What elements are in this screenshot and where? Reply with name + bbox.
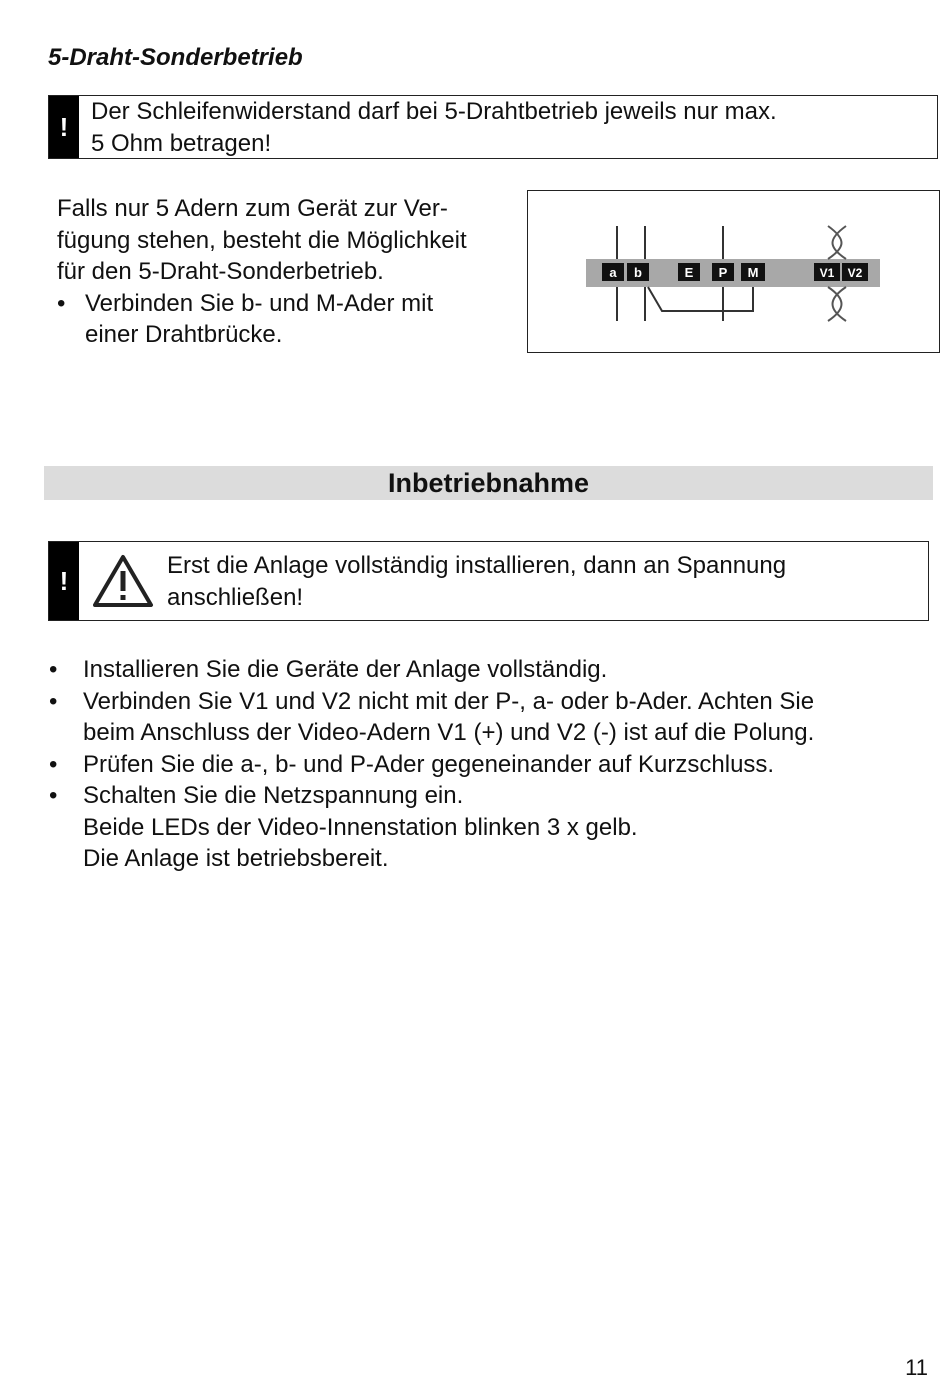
warning-mark: ! bbox=[49, 96, 79, 158]
terminal-label: V1 bbox=[819, 266, 835, 280]
terminal-label: E bbox=[684, 265, 694, 280]
warning-triangle-icon bbox=[79, 542, 167, 620]
wiring-diagram-frame bbox=[527, 190, 940, 353]
twisted-pair-bottom bbox=[828, 287, 846, 321]
step-line: • Schalten Sie die Netzspannung ein. bbox=[83, 782, 464, 809]
terminal-label: a bbox=[609, 265, 617, 280]
bullet-line: einer Drahtbrücke. bbox=[85, 321, 283, 348]
wire-bridge bbox=[648, 287, 753, 311]
warning-line: anschließen! bbox=[167, 584, 304, 611]
list-item bbox=[57, 288, 527, 351]
wiring-diagram bbox=[528, 191, 938, 351]
warning-line: Der Schleifenwiderstand darf bei 5-Drahtbetrieb jeweils nur max. bbox=[91, 98, 777, 125]
section-title-bar bbox=[44, 466, 933, 500]
terminal-label: M bbox=[747, 265, 759, 280]
terminal-label: P bbox=[718, 265, 728, 280]
warning-text bbox=[79, 96, 777, 158]
intro-line: für den 5-Draht-Sonderbetrieb. bbox=[57, 258, 384, 285]
terminal-label: V2 bbox=[847, 266, 863, 280]
list-item bbox=[49, 749, 929, 781]
intro-line: fügung stehen, besteht die Möglichkeit bbox=[57, 226, 467, 254]
warning-box-installation bbox=[48, 541, 929, 621]
warning-mark: ! bbox=[49, 542, 79, 620]
step-line: • Prüfen Sie die a-, b- und P-Ader gegeneinander auf Kurzschluss. bbox=[83, 750, 775, 778]
terminal-label: b bbox=[634, 265, 642, 280]
intro-line: Falls nur 5 Adern zum Gerät zur Ver- bbox=[57, 195, 448, 222]
step-line: • Installieren Sie die Geräte der Anlage vollständig. bbox=[83, 656, 608, 683]
steps-section bbox=[49, 654, 929, 875]
twisted-pair-top bbox=[828, 226, 846, 259]
step-line: Die Anlage ist betriebsbereit. bbox=[83, 845, 389, 872]
warning-line: Erst die Anlage vollständig installieren, dann an Spannung bbox=[167, 552, 787, 579]
step-line: beim Anschluss der Video-Adern V1 (+) und V2 (-) ist auf die Polung. bbox=[83, 719, 815, 746]
step-line: • Verbinden Sie V1 und V2 nicht mit der P-, a- oder b-Ader. Achten Sie bbox=[83, 687, 815, 715]
section-heading: 5-Draht-Sonderbetrieb bbox=[48, 44, 303, 71]
list-item bbox=[49, 780, 929, 875]
warning-line: 5 Ohm betragen! bbox=[91, 130, 272, 157]
steps-list bbox=[49, 654, 929, 875]
intro-paragraph bbox=[57, 193, 527, 351]
bullet-line: Verbinden Sie b- und M-Ader mit bbox=[85, 289, 434, 317]
step-line: Beide LEDs der Video-Innenstation blinken 3 x gelb. bbox=[83, 813, 638, 841]
warning-box-resistance bbox=[48, 95, 938, 159]
intro-bullet-list bbox=[57, 288, 527, 351]
list-item bbox=[49, 654, 929, 686]
list-item bbox=[49, 686, 929, 749]
page-number: 11 bbox=[905, 1355, 928, 1380]
section-title: Inbetriebnahme bbox=[387, 468, 590, 498]
warning-text bbox=[167, 542, 786, 620]
